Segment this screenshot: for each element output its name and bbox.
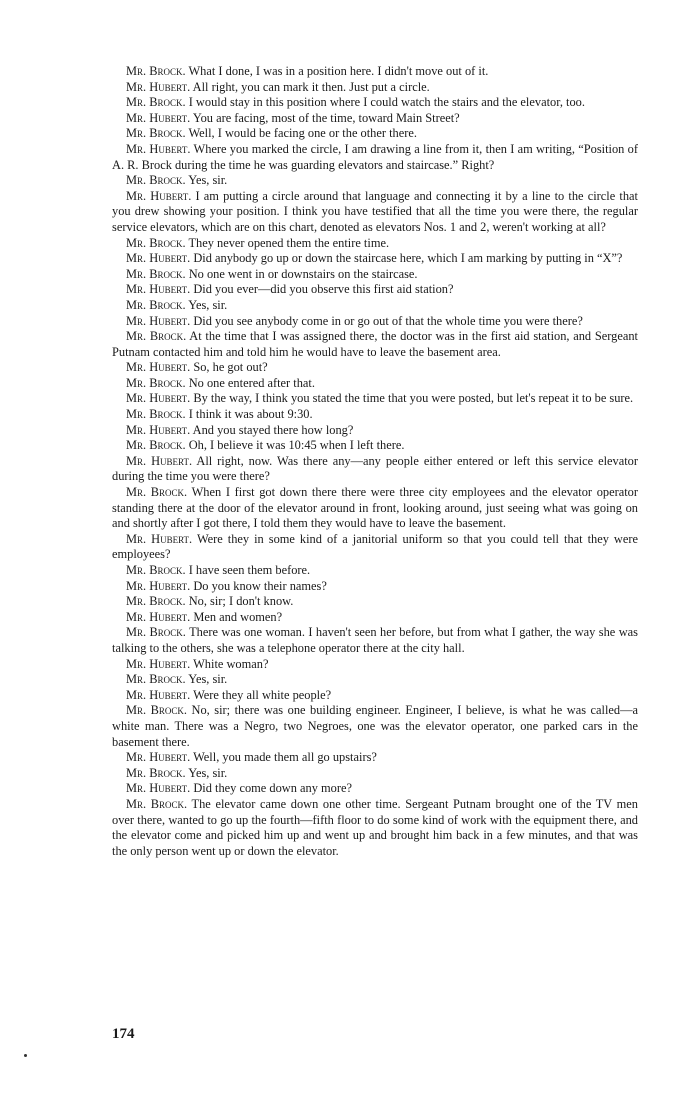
- speech-text: And you stayed there how long?: [192, 422, 354, 437]
- testimony-paragraph: [112, 579, 638, 595]
- speech-text: So, he got out?: [193, 360, 268, 375]
- speech-text: Did you ever—did you observe this first aid station?: [193, 282, 454, 297]
- speech-text: Yes, sir.: [188, 765, 228, 780]
- testimony-paragraph: [112, 438, 638, 454]
- speech-text: Did you see anybody come in or go out of that the whole time you were there?: [193, 313, 583, 328]
- testimony-paragraph: [112, 376, 638, 392]
- testimony-paragraph: [112, 360, 638, 376]
- testimony-paragraph: [112, 282, 638, 298]
- speech-text: Where you marked the circle, I am drawing a line from it, then I am writing, “Position of A. R. Brock during the time he was guarding elevators and staircase.” Right?: [112, 141, 638, 172]
- speaker-name: Mr. Hubert.: [126, 531, 193, 546]
- testimony-paragraph: [112, 688, 638, 704]
- transcript-body: [112, 64, 638, 859]
- speech-text: You are facing, most of the time, toward Main Street?: [192, 110, 460, 125]
- speaker-name: Mr. Hubert.: [126, 282, 191, 297]
- speech-text: The elevator came down one other time. Sergeant Putnam brought one of the TV men over there, wanted to go up the fourth—fifth floor to do some kind of work with the equipment there, and the elevator come and picked him up and went up and brought him back in a few minutes, and that was the only person went up or down the elevator.: [112, 796, 638, 858]
- speaker-name: Mr. Brock.: [126, 235, 186, 250]
- testimony-paragraph: [112, 766, 638, 782]
- speaker-name: Mr. Brock.: [126, 297, 186, 312]
- speech-text: I think it was about 9:30.: [188, 407, 313, 422]
- testimony-paragraph: [112, 64, 638, 80]
- speech-text: I would stay in this position where I could watch the stairs and the elevator, too.: [188, 95, 585, 110]
- testimony-paragraph: [112, 173, 638, 189]
- speaker-name: Mr. Brock.: [126, 407, 186, 422]
- speaker-name: Mr. Brock.: [126, 485, 188, 500]
- speaker-name: Mr. Brock.: [126, 266, 186, 281]
- speaker-name: Mr. Brock.: [126, 438, 186, 453]
- speaker-name: Mr. Brock.: [126, 329, 187, 344]
- speaker-name: Mr. Brock.: [126, 703, 187, 718]
- speaker-name: Mr. Brock.: [126, 796, 188, 811]
- testimony-paragraph: [112, 391, 638, 407]
- speaker-name: Mr. Hubert.: [126, 313, 191, 328]
- testimony-paragraph: [112, 267, 638, 283]
- speaker-name: Mr. Brock.: [126, 375, 186, 390]
- speech-text: Do you know their names?: [193, 578, 327, 593]
- testimony-paragraph: [112, 189, 638, 236]
- speech-text: What I done, I was in a position here. I didn't move out of it.: [188, 64, 489, 78]
- speaker-name: Mr. Hubert.: [126, 687, 191, 702]
- testimony-paragraph: [112, 454, 638, 485]
- speaker-name: Mr. Hubert.: [126, 79, 191, 94]
- speech-text: There was one woman. I haven't seen her before, but from what I gather, the way she was talking to the others, she was a telephone operator there at the city hall.: [112, 625, 638, 655]
- testimony-paragraph: [112, 750, 638, 766]
- speaker-name: Mr. Hubert.: [126, 251, 191, 266]
- testimony-paragraph: [112, 423, 638, 439]
- testimony-paragraph: [112, 781, 638, 797]
- testimony-paragraph: [112, 142, 638, 173]
- speaker-name: Mr. Hubert.: [126, 422, 191, 437]
- speech-text: Yes, sir.: [188, 672, 228, 687]
- speech-text: Were they all white people?: [193, 687, 332, 702]
- testimony-paragraph: [112, 563, 638, 579]
- testimony-paragraph: [112, 329, 638, 360]
- testimony-paragraph: [112, 797, 638, 859]
- speech-text: Oh, I believe it was 10:45 when I left there.: [188, 438, 405, 453]
- speech-text: At the time that I was assigned there, the doctor was in the first aid station, and Sergeant Putnam contacted him and told him he would have to leave the basement area.: [112, 329, 638, 359]
- speech-text: No one entered after that.: [188, 375, 315, 390]
- speaker-name: Mr. Brock.: [126, 563, 186, 577]
- testimony-paragraph: [112, 126, 638, 142]
- speaker-name: Mr. Hubert.: [126, 578, 191, 593]
- speech-text: No, sir; there was one building engineer. Engineer, I believe, is what he was called—a white man. There was a Negro, two Negroes, one was the elevator operator, one parked cars in the basement there.: [112, 703, 639, 749]
- speech-text: All right, now. Was there any—any people either entered or left this service elevator during the time you were there?: [112, 453, 638, 484]
- speech-text: All right, you can mark it then. Just put a circle.: [192, 79, 430, 94]
- speech-text: Were they in some kind of a janitorial uniform so that you could tell that they were employees?: [112, 531, 639, 562]
- speaker-name: Mr. Hubert.: [126, 656, 191, 671]
- speaker-name: Mr. Brock.: [126, 64, 186, 78]
- speech-text: Yes, sir.: [188, 297, 228, 312]
- speech-text: Yes, sir.: [188, 173, 228, 188]
- testimony-paragraph: [112, 610, 638, 626]
- testimony-paragraph: [112, 672, 638, 688]
- speaker-name: Mr. Brock.: [126, 672, 186, 687]
- speaker-name: Mr. Hubert.: [126, 453, 193, 468]
- speech-text: I have seen them before.: [188, 563, 311, 577]
- testimony-paragraph: [112, 407, 638, 423]
- testimony-paragraph: [112, 485, 638, 532]
- speaker-name: Mr. Brock.: [126, 765, 186, 780]
- testimony-paragraph: [112, 532, 638, 563]
- speaker-name: Mr. Hubert.: [126, 360, 191, 375]
- speaker-name: Mr. Brock.: [126, 95, 186, 110]
- testimony-paragraph: [112, 80, 638, 96]
- speech-text: I am putting a circle around that language and connecting it by a line to the circle that you drew showing your position. I think you have testified that all the time you were there, the regular service elevators, which are on this chart, denoted as elevators Nos. 1 and 2, weren't working at all?: [112, 188, 638, 234]
- testimony-paragraph: [112, 111, 638, 127]
- speech-text: White woman?: [193, 656, 269, 671]
- speech-text: They never opened them the entire time.: [188, 235, 390, 250]
- speech-text: No, sir; I don't know.: [188, 594, 294, 609]
- testimony-paragraph: [112, 594, 638, 610]
- scan-speck: [24, 1054, 27, 1057]
- speech-text: No one went in or downstairs on the staircase.: [188, 266, 418, 281]
- speaker-name: Mr. Hubert.: [126, 609, 191, 624]
- speech-text: By the way, I think you stated the time that you were posted, but let's repeat it to be sure.: [193, 391, 634, 406]
- speaker-name: Mr. Hubert.: [126, 141, 191, 156]
- testimony-paragraph: [112, 298, 638, 314]
- speaker-name: Mr. Brock.: [126, 173, 186, 188]
- speech-text: Did they come down any more?: [193, 781, 352, 796]
- speaker-name: Mr. Brock.: [126, 126, 186, 141]
- speech-text: When I first got down there there were three city employees and the elevator operator standing there at the door of the elevator around in front, looking around, just seeing what was going on and shortly after I got there, I told them they would have to leave the basement.: [112, 485, 638, 531]
- speech-text: Did anybody go up or down the staircase here, which I am marking by putting in “X”?: [193, 251, 623, 266]
- testimony-paragraph: [112, 703, 638, 750]
- speaker-name: Mr. Hubert.: [126, 110, 191, 125]
- speaker-name: Mr. Brock.: [126, 594, 186, 609]
- speaker-name: Mr. Hubert.: [126, 781, 191, 796]
- speech-text: Well, I would be facing one or the other there.: [188, 126, 417, 141]
- speech-text: Men and women?: [193, 609, 283, 624]
- testimony-paragraph: [112, 95, 638, 111]
- testimony-paragraph: [112, 314, 638, 330]
- speaker-name: Mr. Hubert.: [126, 750, 191, 765]
- speaker-name: Mr. Hubert.: [126, 188, 192, 203]
- testimony-paragraph: [112, 657, 638, 673]
- testimony-paragraph: [112, 251, 638, 267]
- speaker-name: Mr. Brock.: [126, 625, 186, 640]
- speech-text: Well, you made them all go upstairs?: [193, 750, 377, 765]
- testimony-paragraph: [112, 236, 638, 252]
- page-number: 174: [112, 1026, 135, 1042]
- testimony-paragraph: [112, 625, 638, 656]
- speaker-name: Mr. Hubert.: [126, 391, 191, 406]
